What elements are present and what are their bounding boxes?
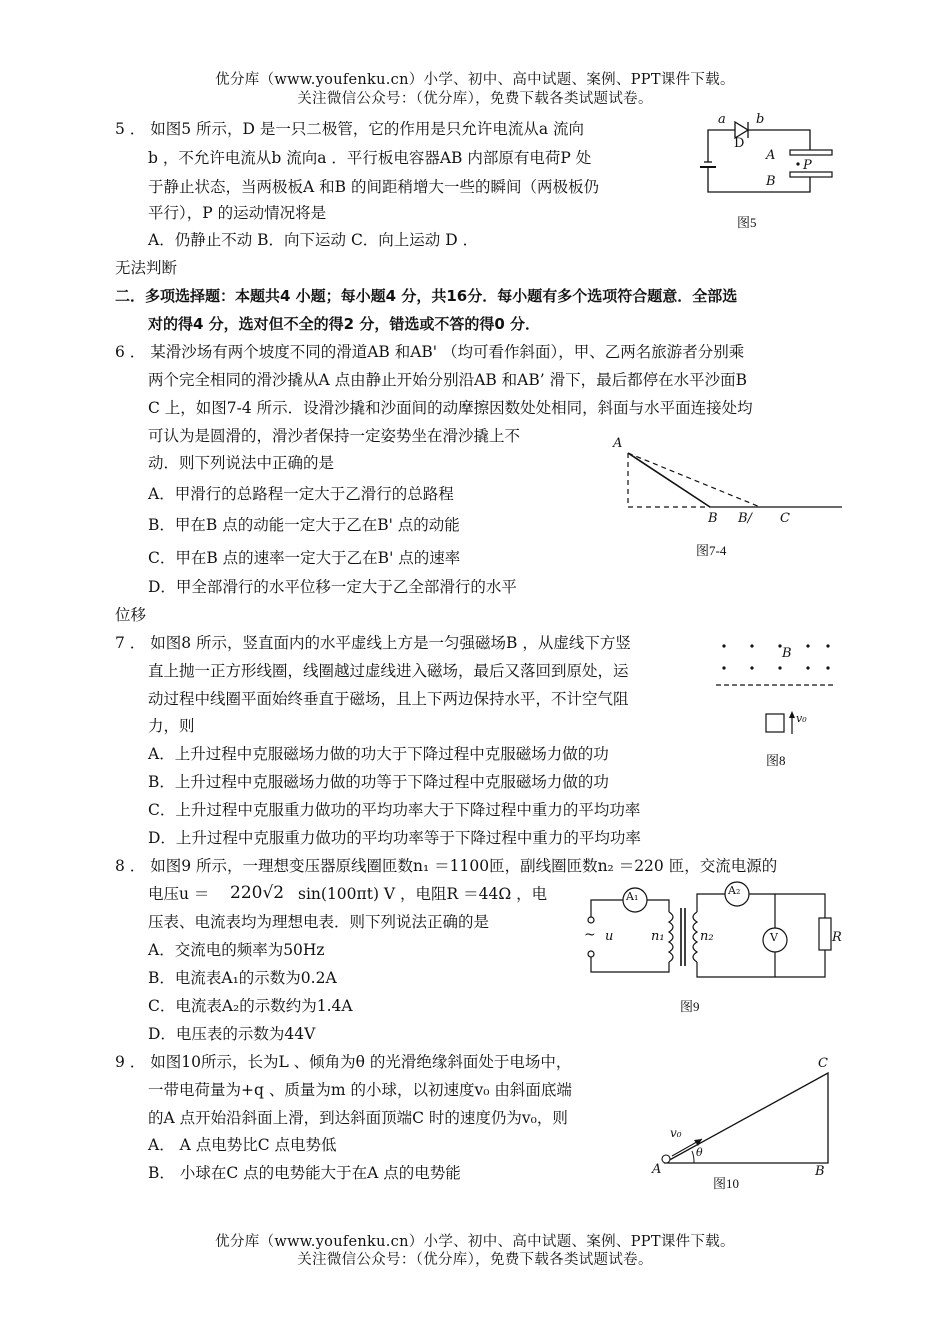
q6-line-2: 两个完全相同的滑沙撬从A 点由静止开始分别沿AB 和AB’ 滑下，最后都停在水平沙面B <box>148 371 747 389</box>
q7-line-2: 直上抛一正方形线圈，线圈越过虚线进入磁场，最后又落回到原处，运 <box>148 662 629 680</box>
q8-line-2c: sin(100πt) V ，电阻R ＝44Ω ，电 <box>298 885 548 903</box>
q5-label-A: A <box>766 148 776 163</box>
q7-label-v0: v₀ <box>796 712 807 725</box>
q6-label-B: B <box>708 511 718 526</box>
q8-option-C: C．电流表A₂的示数约为1.4A <box>148 997 353 1015</box>
q8-label-n1: n₁ <box>651 929 665 944</box>
q8-option-D: D．电压表的示数为44V <box>148 1025 316 1043</box>
q9-label-A: A <box>652 1162 662 1177</box>
q5-figure-circuit <box>690 112 840 202</box>
q9-figure-incline <box>650 1065 840 1170</box>
q5-line-2: b ，不允许电流从b 流向a ．平行板电容器AB 内部原有电荷P 处 <box>148 149 592 167</box>
q9-option-A: A． A 点电势比C 点电势低 <box>148 1136 337 1154</box>
q5-line-4: 平行），P 的运动情况将是 <box>148 204 327 222</box>
q6-wrap: 位移 <box>115 606 147 624</box>
q8-line-1: 8 ． 如图9 所示，一理想变压器原线圈匝数n₁ ＝1100匝，副线圈匝数n₂ ＝220 匝，交流电源的 <box>115 857 778 875</box>
footer-line-1: 优分库（www.youfenku.cn）小学、初中、高中试题、案例、PPT课件下载。 <box>215 1234 735 1250</box>
q5-label-b: b <box>756 112 765 127</box>
q8-label-V: V <box>770 931 778 944</box>
q6-figure-caption: 图7-4 <box>696 543 727 558</box>
q8-label-A2: A₂ <box>728 884 741 897</box>
q7-line-4: 力，则 <box>148 717 195 735</box>
q8-label-n2: n₂ <box>700 929 714 944</box>
section2-line-1: 二．多项选择题：本题共4 小题；每小题4 分，共16分．每小题有多个选项符合题意．全部选 <box>115 287 738 305</box>
q5-label-a: a <box>718 112 726 127</box>
q8-line-2b: 220√2 <box>230 883 285 903</box>
q7-figure-caption: 图8 <box>766 753 786 768</box>
q6-option-C: C．甲在B 点的速率一定大于乙在B' 点的速率 <box>148 549 461 567</box>
q6-option-D: D．甲全部滑行的水平位移一定大于乙全部滑行的水平 <box>148 578 517 596</box>
q9-figure-caption: 图10 <box>713 1176 740 1191</box>
q7-option-A: A．上升过程中克服磁场力做的功大于下降过程中克服磁场力做的功 <box>148 745 609 763</box>
q6-line-1: 6 ． 某滑沙场有两个坡度不同的滑道AB 和AB' （均可看作斜面），甲、乙两名旅游者分别乘 <box>115 343 745 361</box>
header-line-2: 关注微信公众号：（优分库），免费下载各类试题试卷。 <box>297 91 653 107</box>
q5-label-B: B <box>766 174 776 189</box>
q8-line-3: 压表、电流表均为理想电表．则下列说法正确的是 <box>148 913 490 931</box>
q5-label-D: D <box>734 136 745 151</box>
q6-label-B-prime: B/ <box>738 511 752 526</box>
q8-label-A1: A₁ <box>626 890 639 903</box>
q6-option-A: A．甲滑行的总路程一定大于乙滑行的总路程 <box>148 485 454 503</box>
q6-option-B: B．甲在B 点的动能一定大于乙在B' 点的动能 <box>148 516 460 534</box>
q7-label-B: B <box>782 646 792 661</box>
q9-line-2: 一带电荷量为+q 、质量为m 的小球，以初速度v₀ 由斜面底端 <box>148 1081 572 1099</box>
q8-option-A: A．交流电的频率为50Hz <box>148 941 325 959</box>
q9-line-1: 9 ． 如图10所示，长为L 、倾角为θ 的光滑绝缘斜面处于电场中， <box>115 1053 572 1071</box>
q9-label-v0: v₀ <box>670 1126 682 1140</box>
q7-option-D: D．上升过程中克服重力做功的平均功率等于下降过程中重力的平均功率 <box>148 829 641 847</box>
q5-wrap: 无法判断 <box>115 259 178 277</box>
q7-line-1: 7 ． 如图8 所示，竖直面内的水平虚线上方是一匀强磁场B ，从虚线下方竖 <box>115 634 631 652</box>
q6-label-C: C <box>780 511 790 526</box>
q9-line-3: 的A 点开始沿斜面上滑，到达斜面顶端C 时的速度仍为v₀，则 <box>148 1109 568 1127</box>
q8-label-R: R <box>832 930 842 945</box>
q6-line-4: 可认为是圆滑的，滑沙者保持一定姿势坐在滑沙撬上不 <box>148 427 521 445</box>
q5-figure-caption: 图5 <box>737 215 757 230</box>
q5-label-P: P <box>803 158 812 173</box>
q8-line-2a: 电压u ＝ <box>148 885 210 903</box>
q8-label-u: u <box>605 929 614 944</box>
q5-line-3: 于静止状态，当两极板A 和B 的间距稍增大一些的瞬间（两极板仍 <box>148 178 599 196</box>
q9-label-theta: θ <box>696 1146 703 1159</box>
q7-figure-field <box>712 638 842 748</box>
q6-line-3: C 上，如图7-4 所示．设滑沙撬和沙面间的动摩擦因数处处相同，斜面与水平面连接处均 <box>148 399 753 417</box>
q7-option-B: B．上升过程中克服磁场力做的功等于下降过程中克服磁场力做的功 <box>148 773 609 791</box>
q8-figure-transformer <box>585 882 845 982</box>
q9-option-B: B． 小球在C 点的电势能大于在A 点的电势能 <box>148 1164 461 1182</box>
q5-line-1: 5 ． 如图5 所示，D 是一只二极管，它的作用是只允许电流从a 流向 <box>115 120 585 138</box>
q9-label-B: B <box>815 1164 825 1179</box>
section2-line-2: 对的得4 分，选对但不全的得2 分，错选或不答的得0 分． <box>148 315 540 333</box>
footer-line-2: 关注微信公众号：（优分库），免费下载各类试题试卷。 <box>297 1252 653 1268</box>
q6-figure-slopes <box>620 445 850 515</box>
q8-option-B: B．电流表A₁的示数为0.2A <box>148 969 337 987</box>
q6-label-A: A <box>613 436 623 451</box>
header-line-1: 优分库（www.youfenku.cn）小学、初中、高中试题、案例、PPT课件下载。 <box>215 72 735 88</box>
q6-line-5: 动．则下列说法中正确的是 <box>148 454 335 472</box>
q8-label-tilde: ~ <box>584 927 596 943</box>
q8-figure-caption: 图9 <box>680 999 700 1014</box>
q5-options: A．仍静止不动 B．向下运动 C．向上运动 D ． <box>148 231 479 249</box>
q7-option-C: C．上升过程中克服重力做功的平均功率大于下降过程中重力的平均功率 <box>148 801 641 819</box>
q7-line-3: 动过程中线圈平面始终垂直于磁场，且上下两边保持水平，不计空气阻 <box>148 690 629 708</box>
q9-label-C: C <box>818 1056 828 1071</box>
